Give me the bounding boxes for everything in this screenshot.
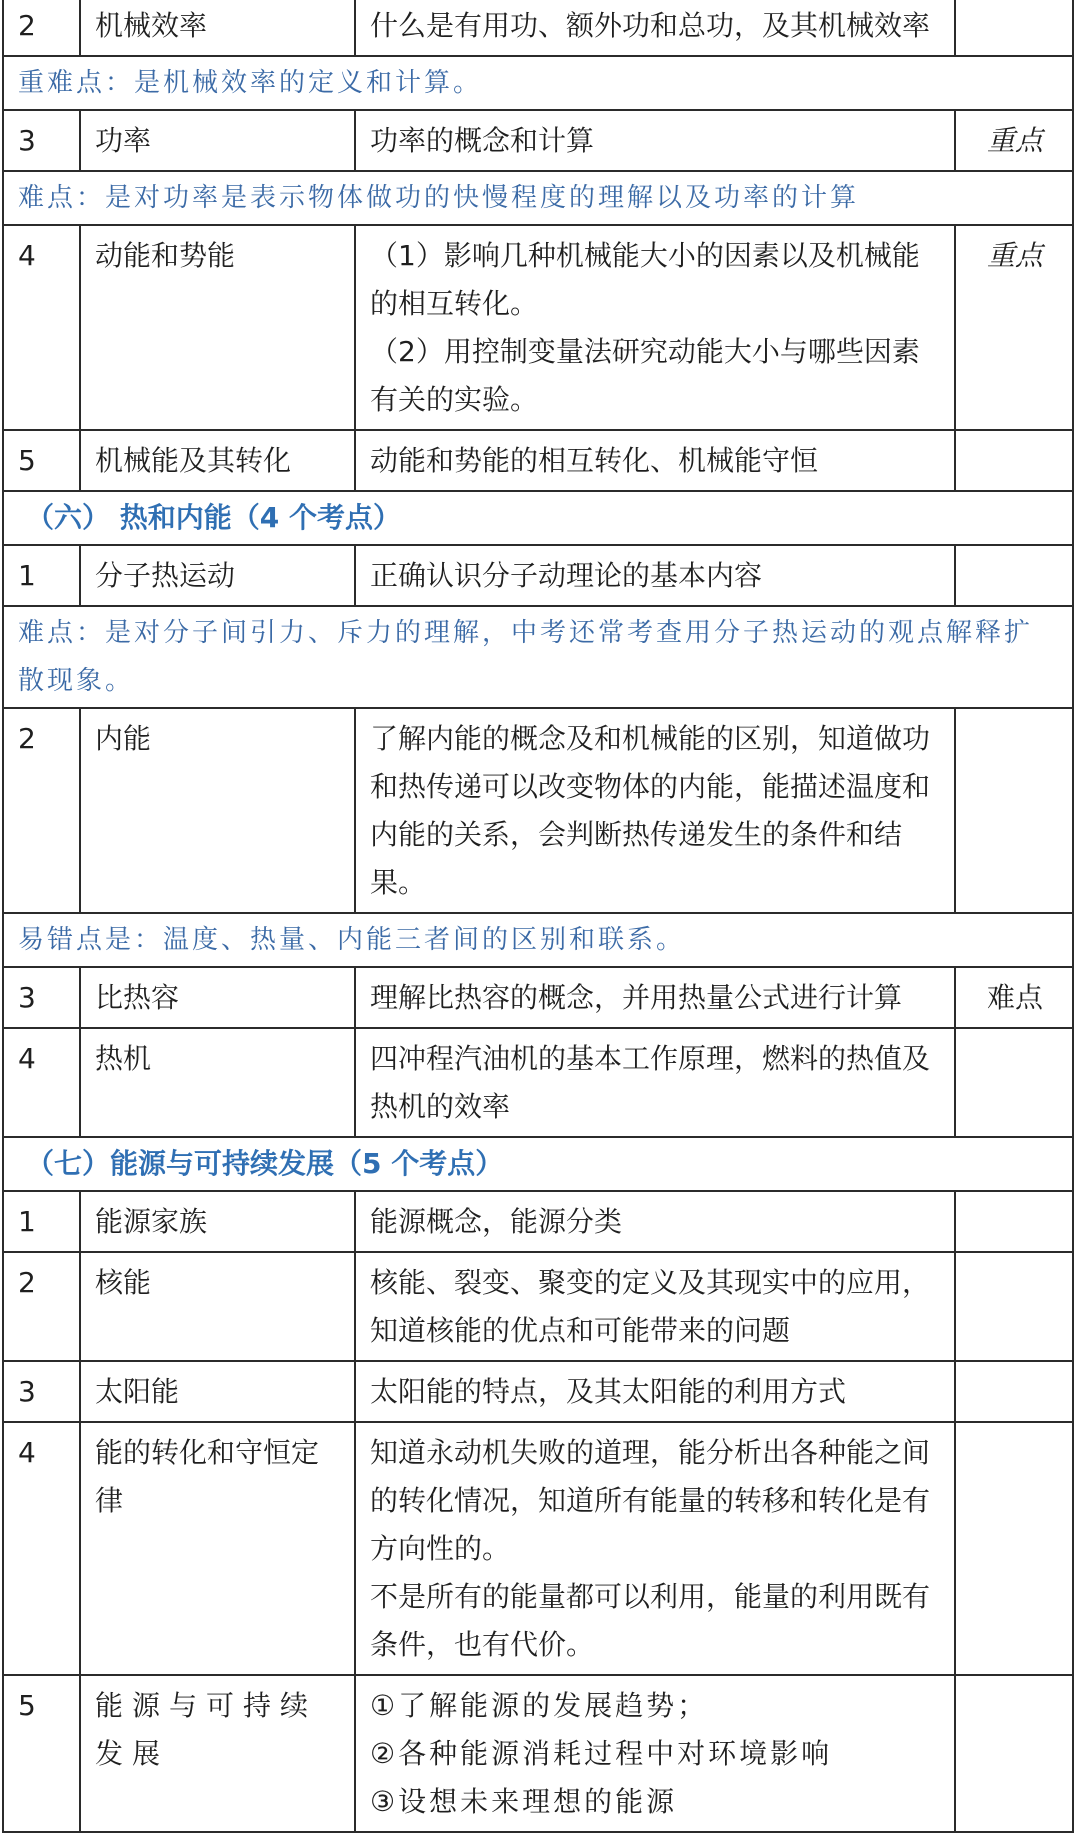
requirement-line: 理解比热容的概念，并用热量公式进行计算: [370, 981, 903, 1014]
item-mark: [955, 430, 1073, 491]
requirement-line: 正确认识分子动理论的基本内容: [370, 559, 763, 592]
requirement-line: ①了解能源的发展趋势；: [370, 1689, 709, 1722]
requirement-line: 了解内能的概念及和机械能的区别，知道做功和热传递可以改变物体的内能，能描述温度和内能的关系，会判断热传递发生的条件和结果。: [370, 722, 931, 899]
requirement-line: 知道永动机失败的道理，能分析出各种能之间的转化情况，知道所有能量的转移和转化是有方向性的。: [370, 1436, 931, 1565]
item-number: 2: [3, 708, 80, 913]
item-topic: 分子热运动: [80, 545, 355, 606]
syllabus-table-body: [3, 0, 1073, 1832]
item-topic: 内能: [80, 708, 355, 913]
requirement-line: 动能和势能的相互转化、机械能守恒: [370, 444, 819, 477]
note-text: 重难点：是机械效率的定义和计算。: [3, 56, 1073, 110]
table-row: [3, 545, 1073, 606]
table-row: [3, 1028, 1073, 1137]
table-row: [3, 1422, 1073, 1675]
requirement-line: ③设想未来理想的能源: [370, 1785, 678, 1818]
note-text: 难点：是对功率是表示物体做功的快慢程度的理解以及功率的计算: [3, 171, 1073, 225]
item-requirement: [355, 708, 955, 913]
item-topic: 动能和势能: [80, 225, 355, 430]
note-row: [3, 913, 1073, 967]
item-mark: [955, 708, 1073, 913]
item-topic: 太阳能: [80, 1361, 355, 1422]
item-topic: 能源家族: [80, 1191, 355, 1252]
section-heading: （七）能源与可持续发展（5 个考点）: [3, 1137, 1073, 1191]
item-number: 2: [3, 1252, 80, 1361]
table-row: [3, 1361, 1073, 1422]
item-number: 5: [3, 1675, 80, 1832]
item-topic: 热机: [80, 1028, 355, 1137]
table-row: [3, 708, 1073, 913]
table-row: [3, 110, 1073, 171]
item-mark: [955, 1191, 1073, 1252]
item-requirement: [355, 1191, 955, 1252]
item-number: 4: [3, 1422, 80, 1675]
item-requirement: [355, 430, 955, 491]
table-row: [3, 1675, 1073, 1832]
item-requirement: [355, 1028, 955, 1137]
item-number: 3: [3, 1361, 80, 1422]
item-topic: 功率: [80, 110, 355, 171]
note-row: [3, 56, 1073, 110]
requirement-line: （2）用控制变量法研究动能大小与哪些因素有关的实验。: [370, 335, 920, 416]
requirement-line: 核能、裂变、聚变的定义及其现实中的应用，知道核能的优点和可能带来的问题: [370, 1266, 931, 1347]
item-number: 4: [3, 225, 80, 430]
item-requirement: [355, 1252, 955, 1361]
item-number: 2: [3, 0, 80, 56]
requirement-line: 功率的概念和计算: [370, 124, 595, 157]
item-requirement: [355, 545, 955, 606]
item-mark: [955, 1422, 1073, 1675]
item-number: 3: [3, 967, 80, 1028]
table-row: [3, 430, 1073, 491]
note-row: [3, 171, 1073, 225]
item-mark: 难点: [955, 967, 1073, 1028]
item-requirement: [355, 225, 955, 430]
table-row: [3, 1191, 1073, 1252]
item-requirement: [355, 1422, 955, 1675]
requirement-line: 太阳能的特点，及其太阳能的利用方式: [370, 1375, 847, 1408]
table-row: [3, 0, 1073, 56]
section-heading-row: [3, 491, 1073, 545]
item-mark: [955, 1675, 1073, 1832]
requirement-line: ②各种能源消耗过程中对环境影响: [370, 1737, 833, 1770]
item-mark: [955, 545, 1073, 606]
item-topic: 机械能及其转化: [80, 430, 355, 491]
table-row: [3, 1252, 1073, 1361]
item-number: 1: [3, 1191, 80, 1252]
item-requirement: [355, 0, 955, 56]
syllabus-table: [2, 0, 1074, 1833]
item-topic: 能源与可持续发展: [80, 1675, 355, 1832]
item-topic: 能的转化和守恒定律: [80, 1422, 355, 1675]
item-mark: 重点: [955, 225, 1073, 430]
item-number: 5: [3, 430, 80, 491]
table-row: [3, 967, 1073, 1028]
requirement-line: 能源概念，能源分类: [370, 1205, 623, 1238]
note-row: [3, 606, 1073, 708]
table-row: [3, 225, 1073, 430]
section-heading: （六） 热和内能（4 个考点）: [3, 491, 1073, 545]
item-topic: 比热容: [80, 967, 355, 1028]
item-mark: [955, 0, 1073, 56]
requirement-line: 不是所有的能量都可以利用，能量的利用既有条件，也有代价。: [370, 1580, 931, 1661]
item-number: 3: [3, 110, 80, 171]
item-mark: 重点: [955, 110, 1073, 171]
item-requirement: [355, 967, 955, 1028]
item-mark: [955, 1361, 1073, 1422]
item-number: 4: [3, 1028, 80, 1137]
item-requirement: [355, 110, 955, 171]
item-mark: [955, 1252, 1073, 1361]
section-heading-row: [3, 1137, 1073, 1191]
item-requirement: [355, 1361, 955, 1422]
item-requirement: [355, 1675, 955, 1832]
item-number: 1: [3, 545, 80, 606]
requirement-line: 什么是有用功、额外功和总功，及其机械效率: [370, 9, 931, 42]
requirement-line: 四冲程汽油机的基本工作原理，燃料的热值及热机的效率: [370, 1042, 931, 1123]
item-topic: 机械效率: [80, 0, 355, 56]
note-text: 难点：是对分子间引力、斥力的理解，中考还常考查用分子热运动的观点解释扩散现象。: [3, 606, 1073, 708]
note-text: 易错点是：温度、热量、内能三者间的区别和联系。: [3, 913, 1073, 967]
item-topic: 核能: [80, 1252, 355, 1361]
item-mark: [955, 1028, 1073, 1137]
requirement-line: （1）影响几种机械能大小的因素以及机械能的相互转化。: [370, 239, 920, 320]
